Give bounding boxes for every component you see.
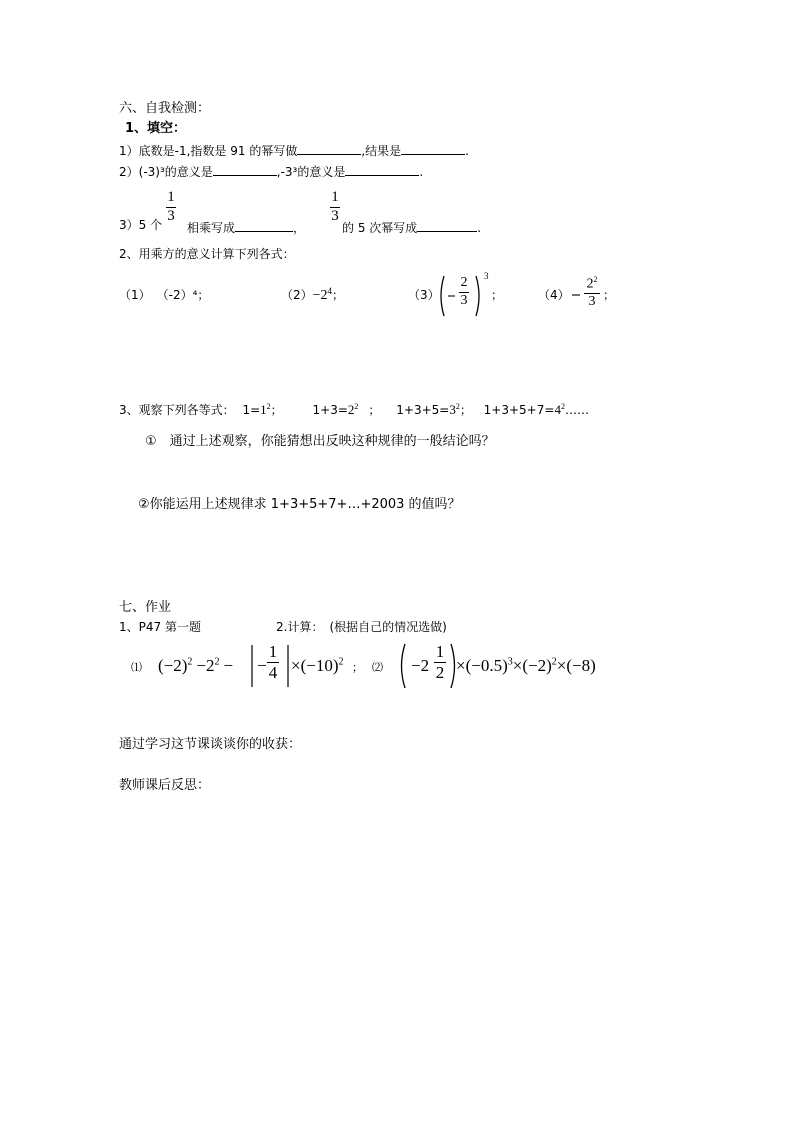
hw-item-1-label: ⑴ [131,661,142,674]
q1-2-text-a: 2）(-3)³的意义是 [119,165,213,179]
q1-2-text-b: ,-3³的意义是 [276,165,346,179]
q2-item-1 [119,289,209,301]
term-3: ×(−10) [291,656,339,675]
q1-1-text-c: . [465,144,469,158]
fraction-denominator: 4 [268,662,278,682]
answer-blank [417,219,477,232]
q2-item-4-minus [571,294,581,296]
hw-expr-1-a [158,657,233,674]
q3-eq-4: $1+3+5+7=4^2\dots\dots$ [483,402,589,417]
q3-eq-1: $1=1^2$； [242,402,283,417]
q2-item-3-end: ； [491,288,504,302]
fraction-denominator: 3 [460,292,468,308]
term-1-exponent: 2 [187,656,193,668]
fill-blank-heading: 1、填空： [125,121,187,136]
question-1-3-continued [187,219,305,234]
question-1-3-end [342,219,481,234]
q1-3-text-a: 3）5 个 [119,218,163,232]
q2-item-3-label: （3） [408,288,440,302]
mixed-number-whole: −2 [411,656,430,675]
question-2-heading: 2、用乘方的意义计算下列各式： [119,247,295,261]
hw-expr-1-end: ； [352,661,363,674]
q1-3-text-d: 的 5 次幂写成 [342,221,418,235]
answer-blank [213,163,277,176]
homework-2: 2.计算： (根据自己的情况选做) [276,620,447,634]
fraction-one-third [330,190,340,225]
hw-expr-1-fraction [267,643,279,682]
term-2-exponent: 2 [214,656,220,668]
answer-blank [401,142,465,155]
q1-1-text-b: ,结果是 [361,144,402,158]
term-1: (−2) [158,656,188,675]
fraction-numerator: 1 [331,189,339,205]
q1-3-text-b: 相乘写成 [187,221,236,235]
homework-1: 1、P47 第一题 [119,620,201,634]
item-expression-base: −2 [312,288,328,303]
answer-blank [235,219,293,232]
question-3 [119,403,589,416]
item-expression: （-2）⁴； [156,288,210,302]
q2-item-3-exponent: 3 [484,271,489,281]
answer-blank [345,163,419,176]
hw-expr-2-rest [456,657,596,674]
section-title-homework: 七、作业 [119,600,172,615]
fraction-one-third [166,190,176,225]
term-2-exponent: 3 [507,656,513,668]
q1-2-text-c: . [419,165,424,179]
q1-1-text-a: 1）底数是-1,指数是 91 的幂写做 [119,144,298,158]
term-3: ×(−2) [512,656,552,675]
hw-expr-1-b [291,657,344,674]
q3-heading: 3、观察下列各等式： [119,403,235,417]
teacher-reflection-prompt: 教师课后反思： [119,778,211,793]
fraction-numerator: 1 [268,642,278,661]
q2-item-4-fraction [584,276,600,310]
question-1-1 [119,142,469,157]
term-2: ×(−0.5) [456,656,508,675]
q2-item-4-end: ； [603,288,616,302]
q2-item-3-fraction [459,276,469,308]
numerator-exponent: 2 [593,275,598,284]
item-label: （1） [119,288,151,302]
q3-sub-question-2: ②你能运用上述规律求 1+3+5+7+…+2003 的值吗？ [138,497,461,512]
q1-3-text-e: . [477,221,482,235]
q3-eq-2: $1+3=2^2$ ； [312,402,381,417]
fraction-denominator: 3 [588,294,596,310]
minus-sign: − [223,656,234,675]
item-end: ； [332,288,345,302]
q3-sub-question-1: ① 通过上述观察，你能猜想出反映这种规律的一般结论吗？ [145,434,495,449]
fraction-numerator: 2 [460,275,468,290]
q3-eq-3: $1+3+5=3^2$； [396,402,472,417]
fraction-denominator: 3 [167,207,175,224]
q2-item-4-label: （4） [538,288,570,302]
fraction-denominator: 2 [435,662,445,682]
learning-harvest-prompt: 通过学习这节课谈谈你的收获： [119,737,302,752]
fraction-numerator: 1 [167,189,175,205]
hw-item-2-label: ⑵ [372,661,383,674]
q1-3-text-c: ， [293,221,306,235]
section-title-self-check: 六、自我检测： [119,101,211,116]
fraction-denominator: 3 [331,207,339,224]
hw-expr-2-fraction [434,643,446,682]
fraction-numerator: 1 [435,642,445,661]
term-3-exponent: 2 [551,656,557,668]
q2-item-2 [281,287,344,303]
answer-blank [297,142,361,155]
item-label: （2） [281,288,313,302]
fraction-numerator: $2^2$ [586,275,598,292]
term-3-exponent: 2 [338,656,344,668]
question-1-3 [119,219,162,231]
abs-inner-sign: − [257,656,267,675]
question-1-2 [119,163,423,178]
term-2: −2 [196,656,215,675]
item-expression-exponent: 4 [327,286,333,296]
term-4: ×(−8) [556,656,596,675]
